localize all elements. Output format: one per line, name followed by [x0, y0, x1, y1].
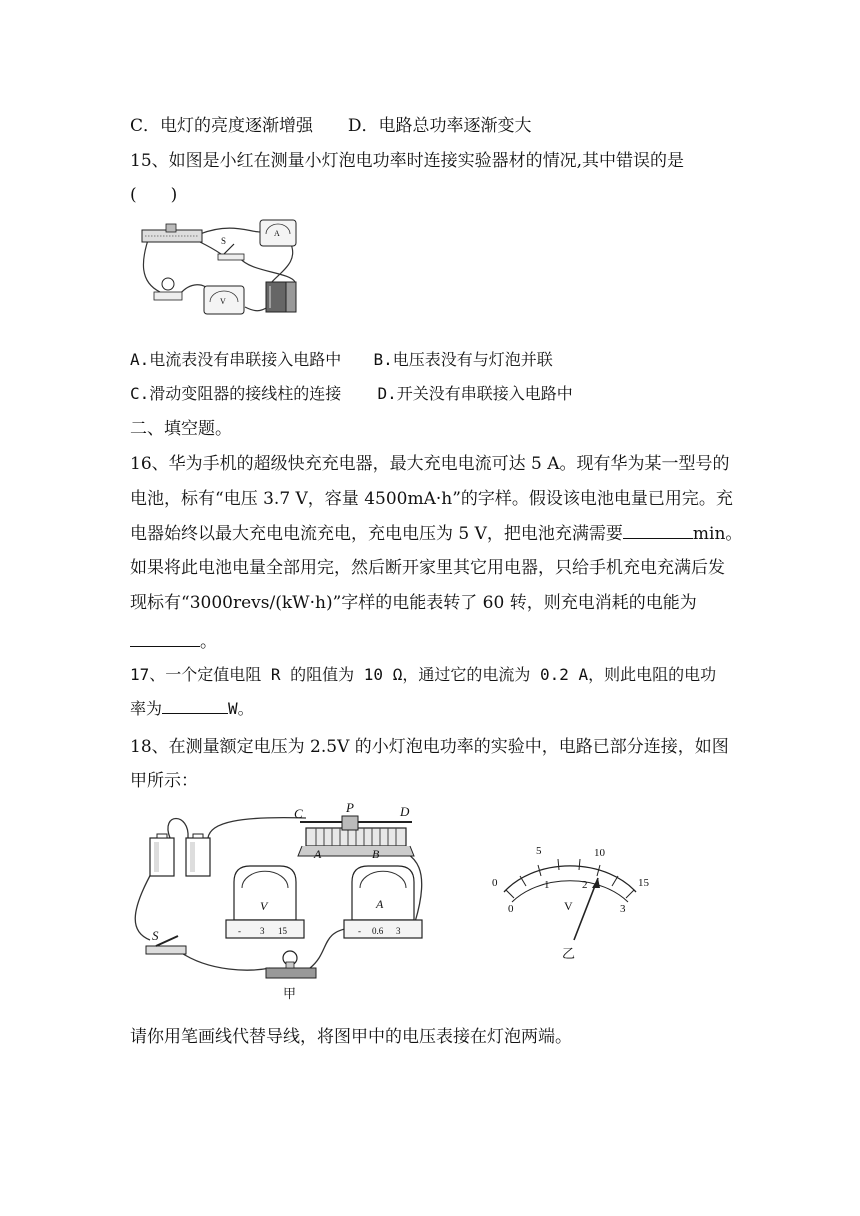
voltmeter-label: V [260, 899, 268, 913]
dial-outer-10: 10 [594, 847, 605, 859]
q15-option-c: C.滑动变阻器的接线柱的连接 [130, 384, 342, 403]
q15-option-a: A.电流表没有串联接入电路中 [130, 350, 342, 369]
q15-options-cd [130, 381, 573, 404]
q14-option-c: C．电灯的亮度逐渐增强 [130, 116, 314, 136]
dial-inner-3: 3 [620, 903, 626, 915]
voltmeter-terminal-neg: - [238, 926, 241, 936]
ammeter-terminal-3: 3 [396, 926, 401, 936]
q15-options-ab [130, 347, 553, 370]
q17-line-1-text: 17、一个定值电阻 R 的阻值为 10 Ω，通过它的电流为 0.2 A，则此电阻的电功 [130, 665, 717, 684]
q14-option-d: D．电路总功率逐渐变大 [347, 116, 532, 136]
q18-line-2: 甲所示： [130, 771, 198, 791]
q15-option-d: D.开关没有串联接入电路中 [377, 384, 573, 403]
rheostat-label-a: A [314, 847, 322, 861]
dial-inner-0: 0 [508, 903, 514, 915]
dial-outer-0: 0 [492, 877, 498, 889]
q16-line-4: 如果将此电池电量全部用完，然后断开家里其它用电器，只给手机充电充满后发 [130, 558, 725, 578]
q16-line-3-unit: min。 [692, 524, 743, 544]
q16-blank-1 [623, 537, 693, 539]
q18-figure-jia [130, 802, 450, 1002]
q15-label-s: S [221, 236, 227, 246]
ammeter-terminal-06: 0.6 [372, 926, 384, 936]
voltmeter-terminal-3: 3 [260, 926, 265, 936]
q16-blank-2 [130, 645, 200, 647]
q15-label-a: A [274, 229, 280, 238]
dial-inner-2: 2 [582, 879, 588, 891]
rheostat-label-c: C [294, 806, 303, 821]
q15-option-b: B.电压表没有与灯泡并联 [373, 350, 553, 369]
q17-line-1 [130, 662, 716, 685]
q16-line-6-end: 。 [200, 632, 217, 652]
dial-unit: V [564, 899, 573, 913]
q16-line-3 [130, 519, 742, 544]
rheostat-label-d: D [400, 804, 410, 819]
q16-line-6 [130, 627, 217, 652]
ammeter-label: A [376, 897, 384, 911]
ammeter-terminal-neg: - [358, 926, 361, 936]
q16-line-2: 电池，标有“电压 3.7 V，容量 4500mA·h”的字样。假设该电池电量已用完。充 [130, 489, 733, 509]
figure-yi-caption: 乙 [562, 946, 576, 961]
rheostat-label-b: B [372, 847, 380, 861]
q16-line-5: 现标有“3000revs/(kW·h)”字样的电能表转了 60 转，则充电消耗的电能为 [130, 593, 697, 613]
q14-options [130, 111, 531, 136]
q15-circuit-figure [130, 212, 310, 322]
rheostat-label-p: P [346, 802, 354, 815]
q15-label-v: V [220, 297, 226, 306]
dial-outer-5: 5 [536, 845, 542, 857]
q15-stem: 15、如图是小红在测量小灯泡电功率时连接实验器材的情况,其中错误的是 [130, 151, 685, 171]
dial-outer-15: 15 [638, 877, 649, 889]
q17-line-2-text: 率为 [130, 699, 163, 718]
dial-inner-1: 1 [544, 879, 550, 891]
q18-line-1: 18、在测量额定电压为 2.5V 的小灯泡电功率的实验中，电路已部分连接，如图 [130, 737, 729, 757]
q16-line-1: 16、华为手机的超级快充充电器，最大充电电流可达 5 A。现有华为某一型号的 [130, 454, 730, 474]
q16-line-3-text: 电器始终以最大充电电流充电，充电电压为 5 V，把电池充满需要 [130, 524, 623, 544]
voltmeter-terminal-15: 15 [278, 926, 287, 936]
q17-line-2 [130, 696, 254, 719]
q17-blank [162, 712, 228, 714]
q17-line-2-unit: W。 [228, 699, 254, 718]
section-title: 二、填空题。 [130, 419, 232, 439]
q18-figure-yi [486, 830, 666, 980]
figure-jia-caption: 甲 [283, 986, 297, 1001]
q18-instruction: 请你用笔画线代替导线，将图甲中的电压表接在灯泡两端。 [130, 1027, 572, 1047]
switch-label: S [152, 928, 159, 943]
q15-paren: ( ) [130, 185, 178, 205]
